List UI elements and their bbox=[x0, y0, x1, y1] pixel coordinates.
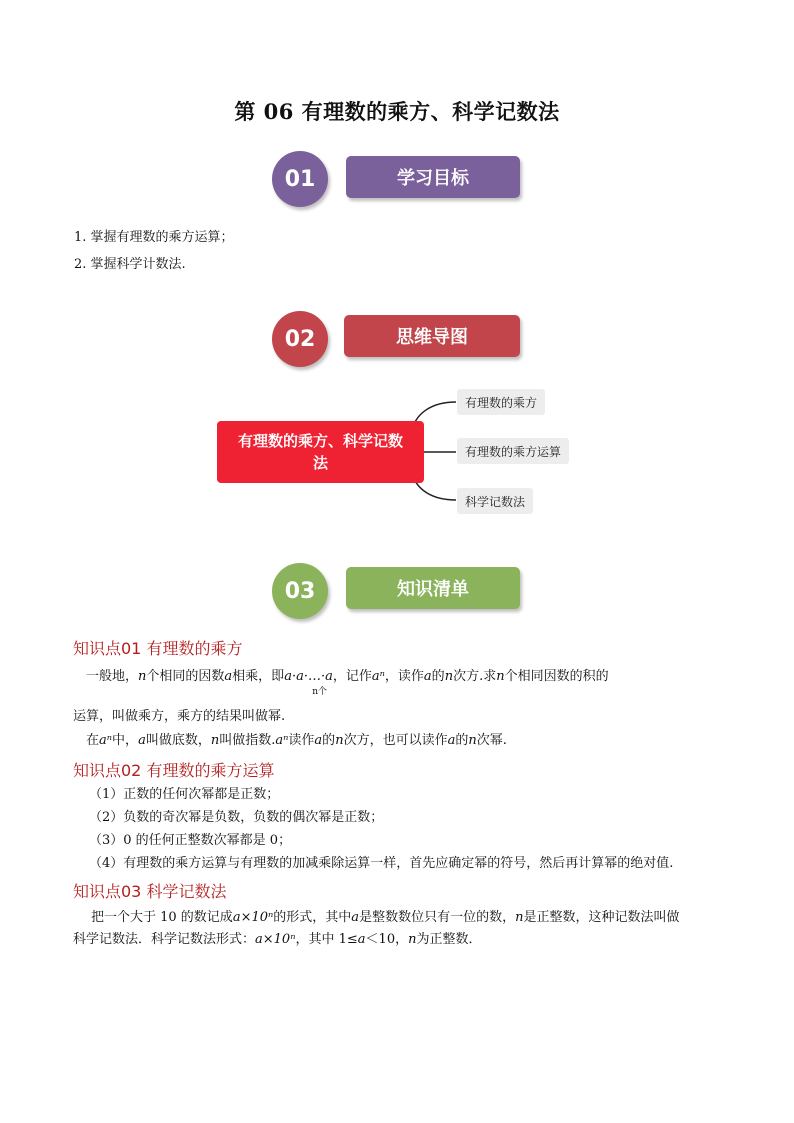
kp1-product-formula: a·a·…·a bbox=[284, 669, 333, 684]
kp1-paragraph-1: 一般地，n个相同的因数a相乘，即a·a·…·a n个 ，记作aⁿ，读作a的n次方.求n个相同因数的积的 bbox=[86, 667, 609, 687]
section-03-banner bbox=[346, 567, 520, 609]
page-title: 第 06 有理数的乘方、科学记数法 bbox=[234, 99, 560, 124]
mindmap-root-label: 有理数的乘方、科学记数法 bbox=[237, 432, 403, 472]
objective-2: 2. 掌握科学计数法. bbox=[74, 257, 186, 272]
kp3-line-1: 把一个大于 10 的数记成a×10ⁿ的形式，其中a是整数数位只有一位的数，n是正整数，这种记数法叫做 bbox=[91, 910, 680, 925]
mindmap-node-3: 科学记数法 bbox=[457, 488, 533, 514]
kp2-item-1: （1）正数的任何次幂都是正数； bbox=[89, 787, 280, 802]
kp2-item-3: （3）0 的任何正整数次幂都是 0； bbox=[89, 833, 292, 848]
kp2-heading: 知识点02 有理数的乘方运算 bbox=[73, 761, 275, 780]
section-02-label: 思维导图 bbox=[396, 327, 468, 348]
kp1-heading: 知识点01 有理数的乘方 bbox=[73, 639, 243, 658]
kp1-underbrace-label: n个 bbox=[312, 687, 327, 697]
section-02-number: 02 bbox=[284, 326, 316, 352]
section-01-number: 01 bbox=[284, 166, 316, 192]
section-01-label: 学习目标 bbox=[397, 168, 469, 189]
objective-1: 1. 掌握有理数的乘方运算； bbox=[74, 230, 234, 245]
kp1-paragraph-2: 运算，叫做乘方，乘方的结果叫做幂. bbox=[73, 709, 286, 724]
mindmap-node-1: 有理数的乘方 bbox=[457, 389, 545, 415]
section-03-label: 知识清单 bbox=[397, 579, 469, 600]
mindmap-node-2: 有理数的乘方运算 bbox=[457, 438, 569, 464]
kp3-heading: 知识点03 科学记数法 bbox=[73, 882, 227, 901]
section-03-number: 03 bbox=[284, 578, 316, 604]
section-03-number-badge bbox=[272, 563, 328, 619]
kp1-paragraph-3: 在aⁿ中，a叫做底数，n叫做指数.aⁿ读作a的n次方，也可以读作a的n次幂. bbox=[86, 733, 507, 748]
mindmap-root bbox=[217, 421, 424, 483]
kp2-item-4: （4）有理数的乘方运算与有理数的加减乘除运算一样，首先应确定幂的符号，然后再计算幂的绝对值. bbox=[89, 856, 674, 871]
kp3-line-2: 科学记数法．科学记数法形式：a×10ⁿ，其中 1≤a＜10，n为正整数． bbox=[73, 932, 482, 947]
kp2-item-2: （2）负数的奇次幂是负数，负数的偶次幂是正数； bbox=[89, 810, 384, 825]
